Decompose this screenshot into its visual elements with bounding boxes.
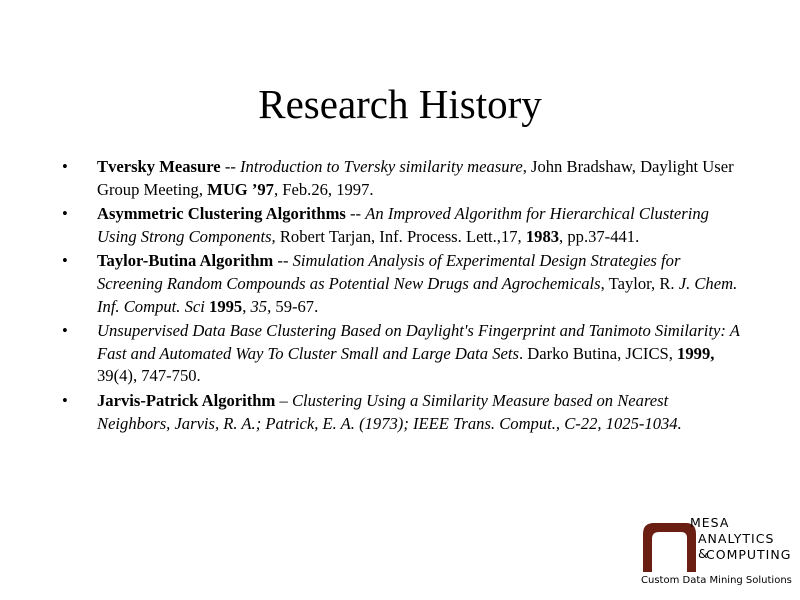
citation-text: . Darko Butina, JCICS, [518, 343, 678, 363]
comma: , [242, 296, 251, 316]
citation-text: Robert Tarjan, Inf. Process. Lett.,17, [275, 226, 526, 246]
logo-tagline: Custom Data Mining Solutions [641, 575, 792, 586]
slide-title: Research History [258, 81, 542, 127]
logo-line-2: ANALYTICS & [698, 531, 775, 561]
work-title: Introduction to Tversky similarity measure [240, 157, 523, 176]
list-item [62, 250, 742, 318]
algorithm-name: Asymmetric Clustering Algorithms [97, 204, 346, 224]
work-title: Unsupervised Data Base Clustering Based on Daylight's Fingerprint and Tanimoto Similarity: A Fast and Automated Way To Cluster Small and Large Data Sets [97, 321, 740, 363]
list-item [62, 390, 742, 435]
citation-text: , John Bradshaw, Daylight User Group Meeting, [97, 157, 734, 199]
bullet-icon: • [62, 321, 68, 341]
list-item [62, 203, 742, 248]
volume: 35 [250, 296, 268, 316]
list-item [62, 320, 742, 388]
list-item [62, 156, 742, 201]
bullet-icon: • [62, 251, 68, 271]
citation-tail: , pp.37-441. [559, 226, 640, 246]
reference-list [62, 156, 742, 437]
journal-name: J. Chem. Inf. Comput. Sci [97, 273, 738, 316]
algorithm-name: Jarvis-Patrick Algorithm [97, 390, 276, 410]
work-title: An Improved Algorithm for Hierarchical Clustering Using Strong Components, [97, 204, 709, 246]
separator: – [275, 390, 292, 410]
algorithm-name: Taylor-Butina Algorithm [97, 251, 274, 271]
bullet-icon: • [62, 157, 68, 176]
separator: -- [220, 157, 241, 176]
citation-bold: MUG ’97 [207, 179, 274, 199]
citation-tail: 39(4), 747-750. [97, 366, 201, 386]
separator: -- [273, 251, 293, 271]
citation-tail: , 59-67. [267, 296, 319, 316]
company-logo [638, 514, 792, 590]
logo-line-1: MESA [690, 515, 730, 530]
work-title: Clustering Using a Similarity Measure based on Nearest Neighbors, Jarvis, R. A.; Patrick, E. A. (1973); IEEE Trans. Comput., C-22, 1025-1034. [97, 390, 682, 433]
citation-tail: , Feb.26, 1997. [273, 179, 374, 199]
bullet-icon: • [62, 390, 68, 410]
citation-bold: 1995 [209, 296, 243, 316]
bullet-icon: • [62, 204, 68, 224]
work-title: Simulation Analysis of Experimental Design Strategies for Screening Random Compounds as Potential New Drugs and Agrochemicals [97, 251, 681, 293]
logo-line-3: COMPUTING [706, 547, 792, 562]
separator: -- [345, 204, 366, 224]
citation-text: , Taylor, R. [600, 273, 679, 293]
citation-bold: 1983 [525, 226, 560, 246]
algorithm-name: Tversky Measure [97, 157, 221, 176]
citation-bold: 1999, [677, 343, 715, 363]
